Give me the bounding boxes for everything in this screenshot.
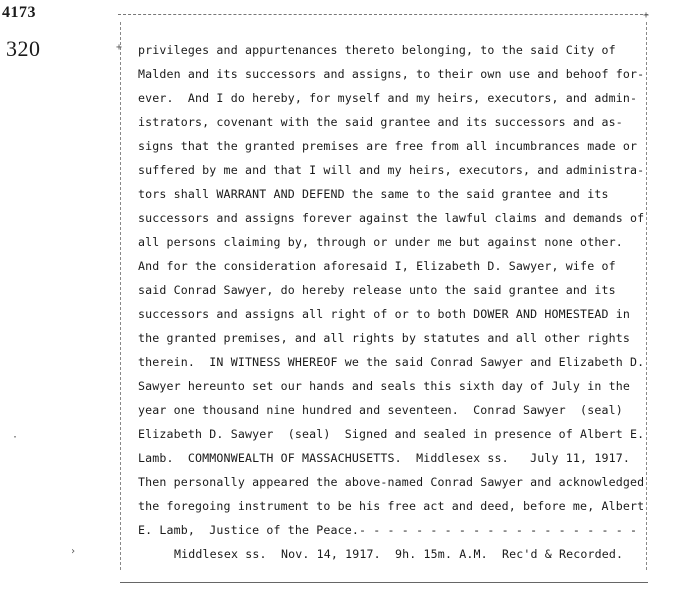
- text-line: E. Lamb, Justice of the Peace.- - - - - - - - - - - - - - - - - - - -: [138, 523, 638, 537]
- text-line: all persons claiming by, through or under me but against none other.: [138, 235, 623, 249]
- deed-body-text: [138, 38, 648, 542]
- text-line: ever. And I do hereby, for myself and my heirs, executors, and admin-: [138, 91, 638, 105]
- bottom-rule: [120, 582, 648, 583]
- margin-mark: +: [116, 42, 123, 53]
- ink-speck: ›: [70, 546, 77, 557]
- top-dashed-rule: [118, 14, 648, 16]
- text-line: therein. IN WITNESS WHEREOF we the said Conrad Sawyer and Elizabeth D.: [138, 355, 645, 369]
- text-line: year one thousand nine hundred and seventeen. Conrad Sawyer (seal): [138, 403, 623, 417]
- recording-note: Middlesex ss. Nov. 14, 1917. 9h. 15m. A.M. Rec'd & Recorded.: [174, 547, 624, 561]
- text-line: And for the consideration aforesaid I, Elizabeth D. Sawyer, wife of: [138, 259, 616, 273]
- book-number: 4173: [2, 4, 36, 21]
- page-number: 320: [6, 36, 41, 61]
- corner-mark: +: [643, 10, 650, 21]
- text-line: istrators, covenant with the said grantee and its successors and as-: [138, 115, 623, 129]
- text-line: Elizabeth D. Sawyer (seal) Signed and sealed in presence of Albert E.: [138, 427, 645, 441]
- text-line: Then personally appeared the above-named Conrad Sawyer and acknowledged: [138, 475, 645, 489]
- ink-speck: ·: [12, 432, 19, 443]
- text-line: successors and assigns all right of or to both DOWER AND HOMESTEAD in: [138, 307, 630, 321]
- text-line: Lamb. COMMONWEALTH OF MASSACHUSETTS. Middlesex ss. July 11, 1917.: [138, 451, 630, 465]
- text-line: Sawyer hereunto set our hands and seals this sixth day of July in the: [138, 379, 630, 393]
- text-line: the granted premises, and all rights by statutes and all other rights: [138, 331, 630, 345]
- text-line: Malden and its successors and assigns, to their own use and behoof for-: [138, 67, 645, 81]
- text-line: privileges and appurtenances thereto belonging, to the said City of: [138, 43, 616, 57]
- text-line: the foregoing instrument to be his free act and deed, before me, Albert: [138, 499, 645, 513]
- text-line: signs that the granted premises are free from all incumbrances made or: [138, 139, 638, 153]
- text-line: successors and assigns forever against the lawful claims and demands of: [138, 211, 645, 225]
- left-margin-rule: [120, 22, 121, 570]
- text-line: suffered by me and that I will and my heirs, executors, and administra-: [138, 163, 645, 177]
- text-line: said Conrad Sawyer, do hereby release unto the said grantee and its: [138, 283, 616, 297]
- text-line: tors shall WARRANT AND DEFEND the same to the said grantee and its: [138, 187, 609, 201]
